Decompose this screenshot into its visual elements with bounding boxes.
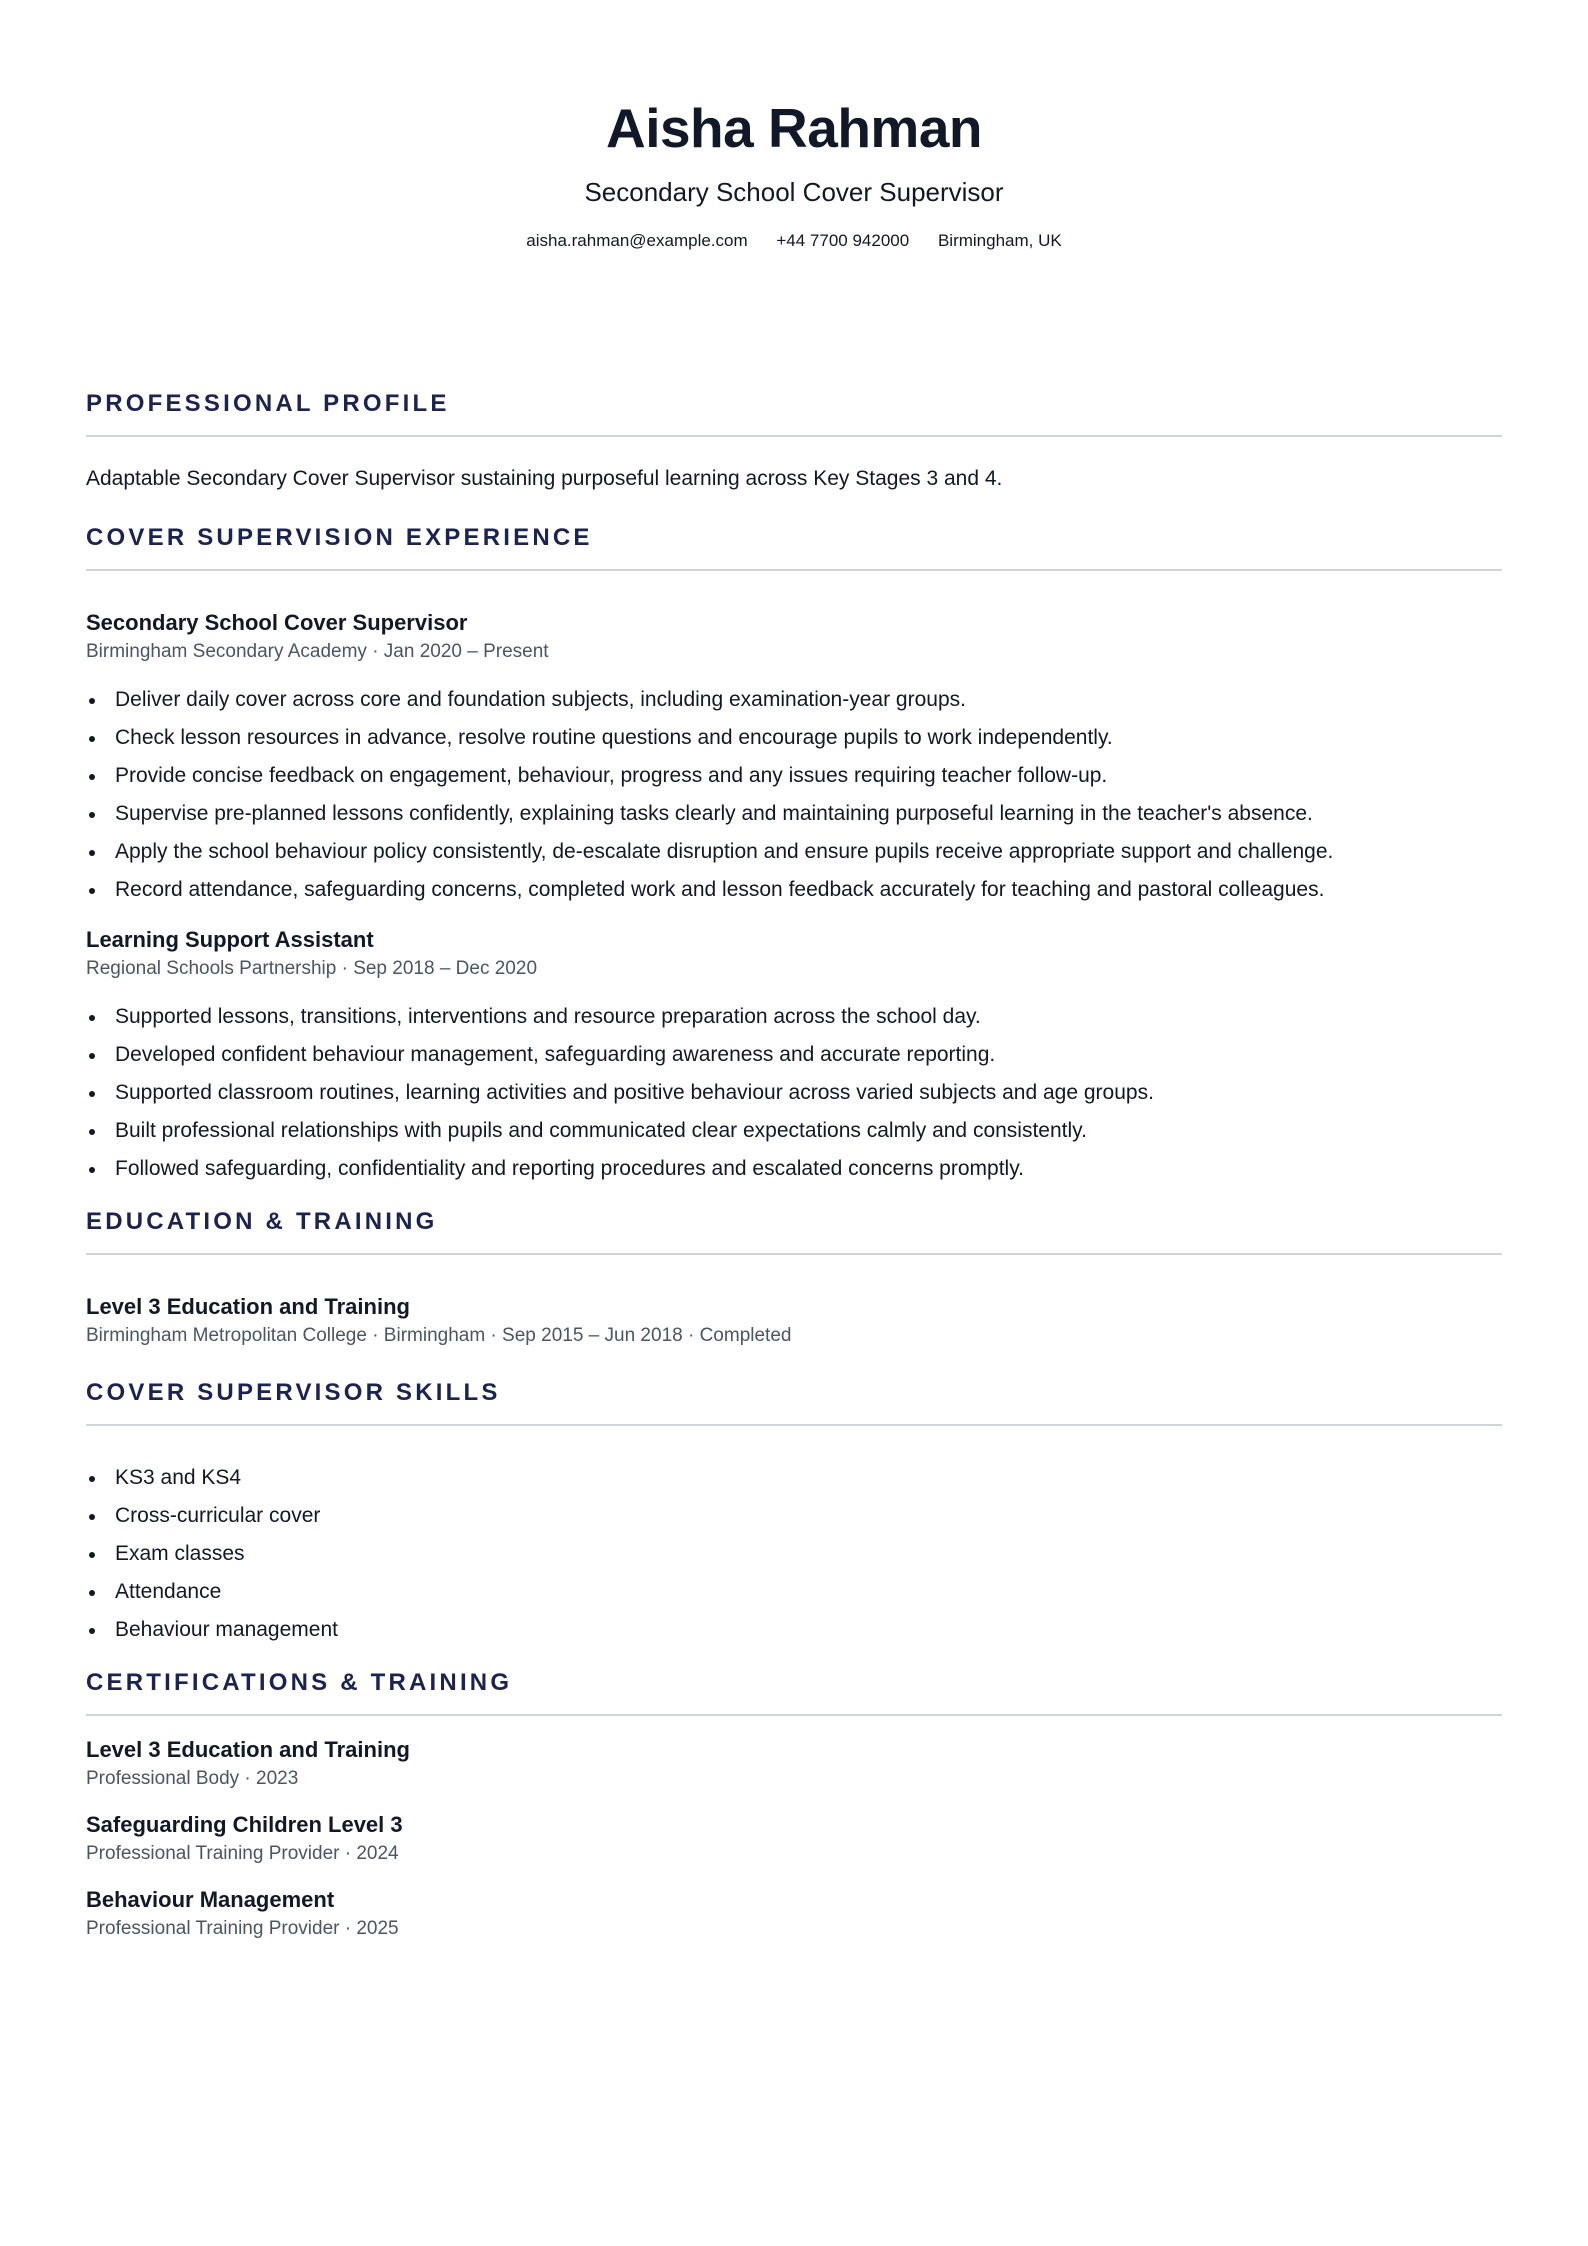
bullet-item: Followed safeguarding, confidentiality and reporting procedures and escalated concerns promptly. [115,1155,1502,1183]
section-divider [86,569,1502,571]
section-divider [86,1253,1502,1255]
skill-item: KS3 and KS4 [115,1464,1502,1492]
cert-meta: Professional Training Provider · 2025 [86,1918,399,1939]
section-title-profile: PROFESSIONAL PROFILE [86,390,450,417]
section-divider [86,1424,1502,1426]
bullet-item: Supervise pre-planned lessons confidently, explaining tasks clearly and maintaining purposeful learning in the teacher's absence. [115,800,1502,828]
bullet-item: Provide concise feedback on engagement, behaviour, progress and any issues requiring teacher follow-up. [115,762,1502,790]
job-entry [86,926,1502,1183]
cert-title: Level 3 Education and Training [86,1737,410,1762]
cert-title: Behaviour Management [86,1887,335,1912]
certifications-section [86,1668,1502,1941]
education-entry [86,1293,1502,1348]
skill-item: Exam classes [115,1540,1502,1568]
job-meta: Regional Schools Partnership · Sep 2018 – Dec 2020 [86,958,538,979]
candidate-name: Aisha Rahman [605,97,983,159]
education-meta: Birmingham Metropolitan College · Birmingham · Sep 2015 – Jun 2018 · Completed [86,1325,792,1346]
profile-summary: Adaptable Secondary Cover Supervisor sustaining purposeful learning across Key Stages 3 and 4. [86,467,1003,490]
bullet-item: Supported lessons, transitions, interventions and resource preparation across the school day. [115,1003,1502,1031]
cert-title: Safeguarding Children Level 3 [86,1812,403,1837]
education-section [86,1207,1502,1348]
resume-header [86,0,1502,252]
contact-phone: +44 7700 942000 [776,231,910,250]
job-title: Learning Support Assistant [86,927,374,952]
cert-entry [86,1886,1502,1941]
experience-section [86,523,1502,1183]
contact-line [86,230,1502,252]
bullet-item: Developed confident behaviour management, safeguarding awareness and accurate reporting. [115,1041,1502,1069]
bullet-item: Built professional relationships with pupils and communicated clear expectations calmly and consistently. [115,1117,1502,1145]
skills-list [86,1464,1502,1644]
contact-email: aisha.rahman@example.com [526,231,748,250]
job-meta: Birmingham Secondary Academy · Jan 2020 – Present [86,641,549,662]
job-entry [86,609,1502,904]
section-divider [86,1714,1502,1716]
section-title-experience: COVER SUPERVISION EXPERIENCE [86,524,593,551]
skill-item: Cross-curricular cover [115,1502,1502,1530]
bullet-item: Supported classroom routines, learning activities and positive behaviour across varied subjects and age groups. [115,1079,1502,1107]
section-title-education: EDUCATION & TRAINING [86,1208,438,1235]
skill-item: Attendance [115,1578,1502,1606]
skill-item: Behaviour management [115,1616,1502,1644]
cert-entry [86,1736,1502,1791]
cert-meta: Professional Body · 2023 [86,1768,299,1789]
cert-meta: Professional Training Provider · 2024 [86,1843,399,1864]
job-title: Secondary School Cover Supervisor [86,610,468,635]
candidate-headline: Secondary School Cover Supervisor [584,177,1004,207]
job-bullets [86,686,1502,904]
job-bullets [86,1003,1502,1183]
bullet-item: Deliver daily cover across core and foundation subjects, including examination-year groups. [115,686,1502,714]
section-title-certifications: CERTIFICATIONS & TRAINING [86,1669,513,1696]
contact-location: Birmingham, UK [937,231,1062,250]
bullet-item: Record attendance, safeguarding concerns, completed work and lesson feedback accurately for teaching and pastoral colleagues. [115,876,1502,904]
bullet-item: Check lesson resources in advance, resolve routine questions and encourage pupils to work independently. [115,724,1502,752]
cert-entry [86,1811,1502,1866]
education-title: Level 3 Education and Training [86,1294,410,1319]
bullet-item: Apply the school behaviour policy consistently, de-escalate disruption and ensure pupils receive appropriate support and challenge. [115,838,1502,866]
profile-section [86,389,1502,493]
section-title-skills: COVER SUPERVISOR SKILLS [86,1379,501,1406]
section-divider [86,435,1502,437]
skills-section [86,1378,1502,1644]
